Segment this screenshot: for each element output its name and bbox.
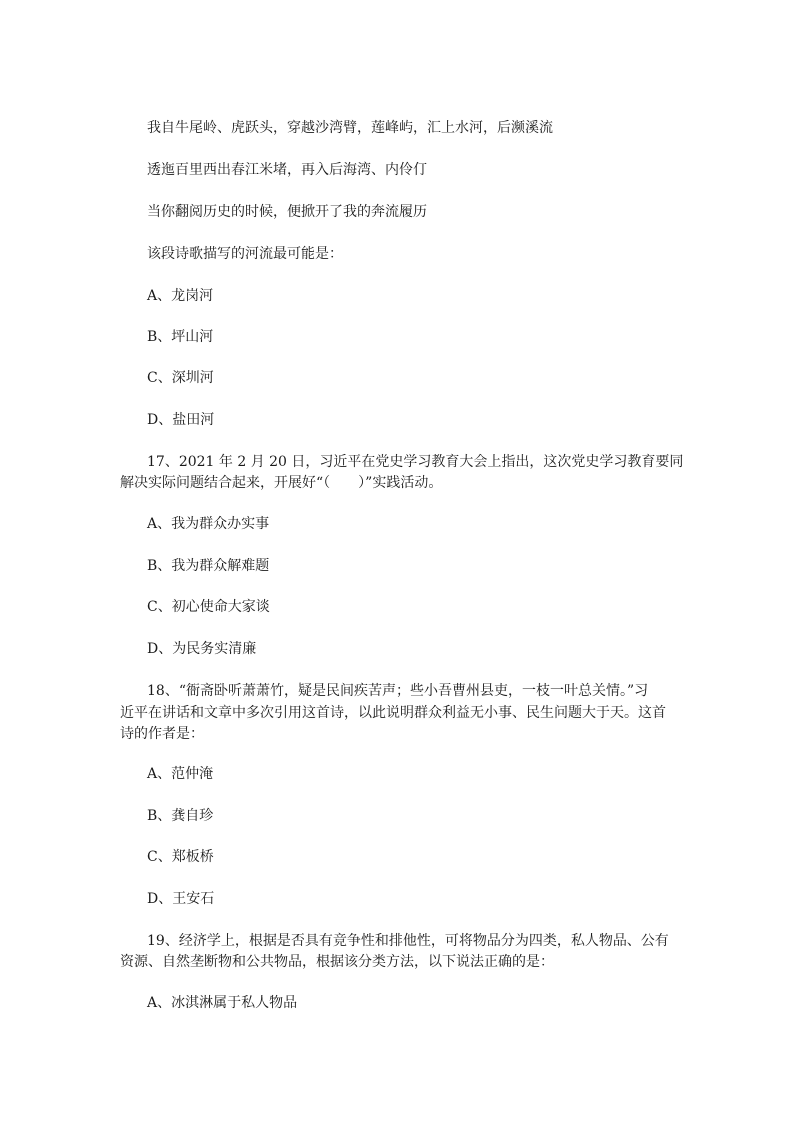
question-17-option-c: C、初心使命大家谈 [147, 599, 270, 615]
question-18-option-b: B、龚自珍 [147, 808, 214, 824]
poem-line-3: 当你翻阅历史的时候，便掀开了我的奔流履历 [147, 204, 427, 220]
question-16-option-a: A、龙岗河 [147, 288, 214, 304]
question-18-option-a: A、范仲淹 [147, 766, 214, 782]
question-18-stem-line-3: 诗的作者是： [120, 726, 204, 742]
poem-line-1: 我自牛尾岭、虎跃头，穿越沙湾臂，莲峰屿，汇上水河，后濒溪流 [147, 120, 553, 136]
question-17-stem-line-2: 解决实际问题结合起来，开展好“（ ）”实践活动。 [120, 475, 443, 491]
poem-line-2: 透迤百里西出春江米堵，再入后海湾、内伶仃 [147, 162, 427, 178]
question-16-option-d: D、盐田河 [147, 412, 215, 428]
question-18-stem-line-1: 18、“衙斋卧听萧萧竹，疑是民间疾苦声；些小吾曹州县吏，一枝一叶总关情。”习 [147, 683, 649, 699]
question-17-option-a: A、我为群众办实事 [147, 516, 270, 532]
question-18-option-c: C、郑板桥 [147, 849, 214, 865]
question-16-option-b: B、坪山河 [147, 329, 214, 345]
question-19-option-a: A、冰淇淋属于私人物品 [147, 995, 298, 1011]
question-19-stem-line-2: 资源、自然垄断物和公共物品，根据该分类方法，以下说法正确的是： [120, 954, 554, 970]
question-18-stem-line-2: 近平在讲话和文章中多次引用这首诗，以此说明群众利益无小事、民生问题大于天。这首 [120, 705, 666, 721]
question-16-option-c: C、深圳河 [147, 370, 214, 386]
question-17-option-d: D、为民务实清廉 [147, 641, 257, 657]
question-19-stem-line-1: 19、经济学上，根据是否具有竞争性和排他性，可将物品分为四类，私人物品、公有 [147, 933, 669, 949]
question-16-stem: 该段诗歌描写的河流最可能是： [147, 246, 343, 262]
question-18-option-d: D、王安石 [147, 891, 215, 907]
question-17-option-b: B、我为群众解难题 [147, 558, 270, 574]
question-17-stem-line-1: 17、2021 年 2 月 20 日，习近平在党史学习教育大会上指出，这次党史学习教育要同 [147, 454, 684, 470]
